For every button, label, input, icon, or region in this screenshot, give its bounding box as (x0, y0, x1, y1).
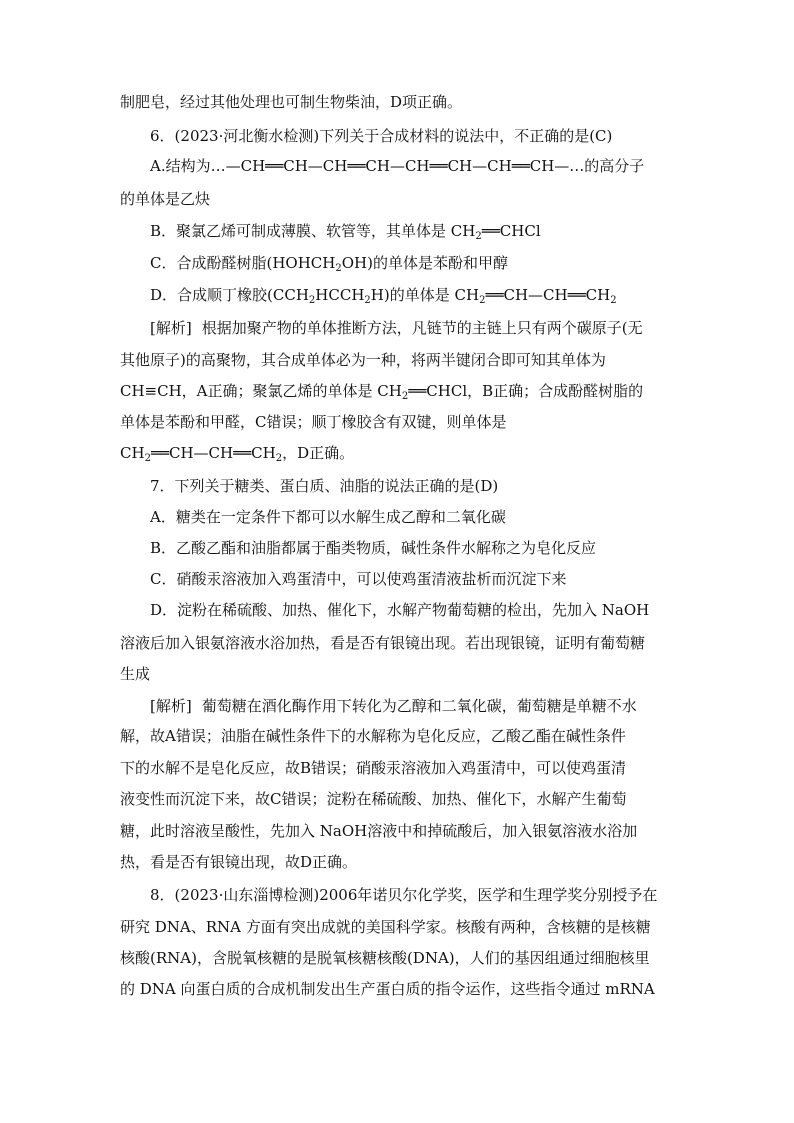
option-6c: C．合成酚醛树脂$(HOHCH_2OH)$的单体是苯酚和甲醇 (150, 254, 508, 274)
question-7-stem: 7．下列关于糖类、蛋白质、油脂的说法正确的是(D) (150, 477, 499, 495)
option-7d: D．淀粉在稀硫酸、加热、催化下，水解产物葡萄糖的检出，先加入 NaOH (150, 601, 650, 619)
analysis-6: [解析] 根据加聚产物的单体推断方法，凡链节的主链上只有两个碳原子(无 (150, 319, 643, 337)
text-line: 制肥皂，经过其他处理也可制生物柴油，D项正确。 (120, 93, 463, 111)
analysis-tag: [解析] (150, 319, 192, 337)
text-line: 糖，此时溶液呈酸性，先加入 NaOH溶液中和掉硫酸后，加入银氨溶液水浴加 (120, 822, 638, 840)
analysis-tag: [解析] (150, 697, 192, 715)
text-line: 液变性而沉淀下来，故C错误；淀粉在稀硫酸、加热、催化下，水解产生葡萄 (120, 790, 627, 808)
text-line: 的单体是乙炔 (120, 190, 211, 208)
option-6b: B．聚氯乙烯可制成薄膜、软管等，其单体是 $CH_2══CHCl$ (150, 222, 541, 242)
text-line: 核酸(RNA)，含脱氧核糖的是脱氧核糖核酸(DNA)，人们的基因组通过细胞核里 (120, 949, 650, 967)
text-line: 溶液后加入银氨溶液水浴加热，看是否有银镜出现。若出现银镜，证明有葡萄糖 (120, 634, 646, 652)
question-8-stem: 8．(2023·山东淄博检测)2006年诺贝尔化学奖，医学和生理学奖分别授予在 (150, 886, 658, 904)
text-line: 单体是苯酚和甲醛，C错误；顺丁橡胶含有双键，则单体是 (120, 413, 507, 431)
text-line: 热，看是否有银镜出现，故D正确。 (120, 853, 358, 871)
text-line: 研究 DNA、RNA 方面有突出成就的美国科学家。核酸有两种，含核糖的是核糖 (120, 918, 651, 936)
text-line: 生成 (120, 665, 151, 683)
text-line: 下的水解不是皂化反应，故B错误；硝酸汞溶液加入鸡蛋清中，可以使鸡蛋清 (120, 759, 627, 777)
option-6d: D．合成顺丁橡胶$(CCH_2HCCH_2H)$的单体是 $CH_2══CH—CH══CH_2$ (150, 286, 617, 306)
option-7b: B．乙酸乙酯和油脂都属于酯类物质，碱性条件水解称之为皂化反应 (150, 539, 597, 557)
text-line: $CH_2══CH—CH══CH_2$，D正确。 (120, 444, 355, 464)
text-line: 其他原子)的高聚物，其合成单体必为一种，将两半键闭合即可知其单体为 (120, 351, 606, 369)
option-7a: A．糖类在一定条件下都可以水解生成乙醇和二氧化碳 (150, 508, 506, 526)
text-line: CH≡CH，A正确；聚氯乙烯的单体是 $CH_2══CHCl$，B正确；合成酚醛树脂的 (120, 382, 644, 402)
analysis-7: [解析] 葡萄糖在酒化酶作用下转化为乙醇和二氧化碳，葡萄糖是单糖不水 (150, 697, 637, 715)
question-6-stem: 6．(2023·河北衡水检测)下列关于合成材料的说法中，不正确的是(C) (150, 127, 613, 145)
option-6a: A.结构为…—CH══CH—CH══CH—CH══CH—CH══CH—…的高分子 (150, 157, 645, 175)
text-line: 解，故A错误；油脂在碱性条件下的水解称为皂化反应，乙酸乙酯在碱性条件 (120, 727, 626, 745)
text-line: 的 DNA 向蛋白质的合成机制发出生产蛋白质的指令运作，这些指令通过 mRNA (120, 980, 655, 998)
option-7c: C．硝酸汞溶液加入鸡蛋清中，可以使鸡蛋清液盐析而沉淀下来 (150, 570, 567, 588)
